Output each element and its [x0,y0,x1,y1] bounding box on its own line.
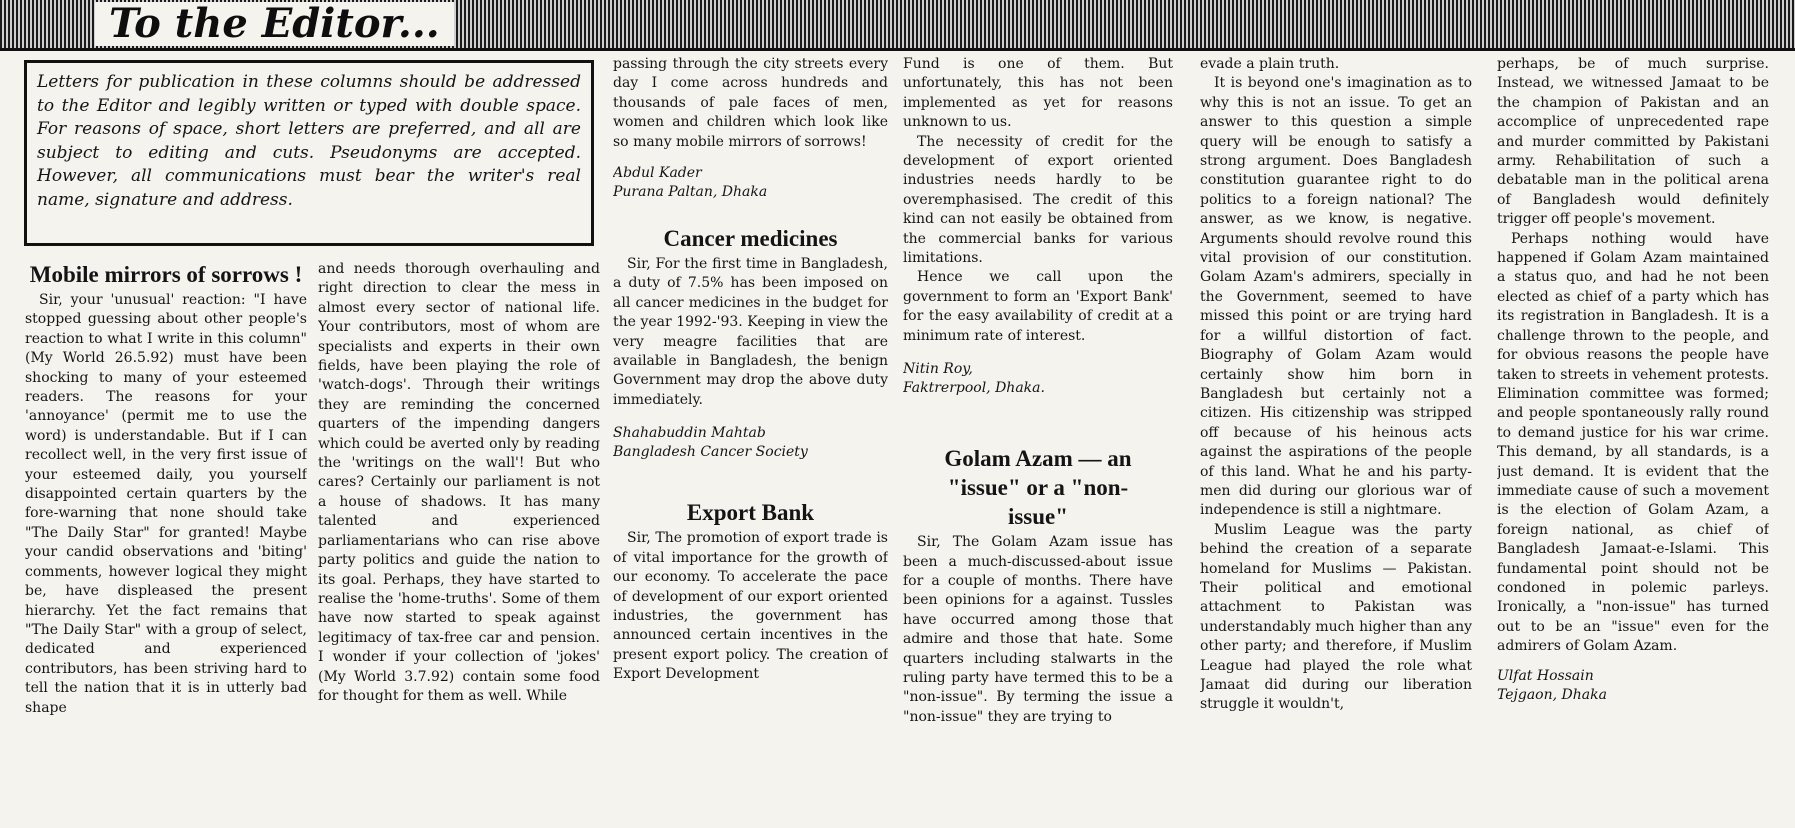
letter-body: The necessity of credit for the development of export oriented industries needs hardly to be overemphasised. The credit of this kind can not easily be obtained from the commercial banks for various limitations. [903,133,1173,267]
signature-place: Purana Paltan, Dhaka [613,184,768,201]
letter-body: Hence we call upon the government to form an 'Export Bank' for the easy availability of credit at a minimum rate of interest. [903,269,1173,344]
letter-title-golam-azam: Golam Azam — an "issue" or a "non-issue" [944,446,1132,530]
column-4 [903,55,1173,822]
column-1 [25,260,307,822]
letter-body: Perhaps nothing would have happened if Golam Azam maintained a status quo, and had he not been elected as chief of a party which has its registration in Bangladesh. It is a challenge thrown to the people, and for obvious reasons the people have taken to streets in vehement protests. Elimination committee was formed; and people spontaneously rally round to demand justice for his war crime. This demand, by all standards, is a just demand. It is evident that the immediate cause of such a movement is the election of Golam Azam, a foreign national, as chief of Bangladesh Jamaat-e-Islami. This fundamental point should not be condoned in polemic parleys. Ironically, a "non-issue" has turned out to be an "issue" even for the admirers of Golam Azam. [1497,230,1769,655]
letter-body: Sir, For the first time in Bangladesh, a duty of 7.5% has been imposed on all cancer medicines in the budget for the year 1992-'93. Keeping in view the very meagre facilities that are available in Bangladesh, the benign Government may drop the above duty immediately. [613,256,888,408]
letter-title-export-bank: Export Bank [686,500,815,526]
section-title: To the Editor... [95,2,454,46]
signature-name: Abdul Kader [613,165,702,182]
letter-body: Sir, your 'unusual' reaction: "I have stopped guessing about other people's reaction to what I write in this column" (My World 26.5.92) must have been shocking to many of your esteemed readers. The reasons for your 'annoyance' (permit me to use the word) is understandable. But if I can recollect well, in the very first issue of your esteemed daily, you yourself disappointed certain quarters by the fore-warning that none should take "The Daily Star" for granted! Maybe your candid observations and 'biting' comments, however logical they might be, have displeased the present hierarchy. Yet the fact remains that "The Daily Star" with a group of select, dedicated and experienced contributors, has been striving hard to tell the nation that it is in utterly bad shape [25,292,307,716]
signature-name: Shahabuddin Mahtab [613,425,766,442]
column-2 [318,60,600,822]
section-header-band [0,0,1795,48]
signature-place: Faktrerpool, Dhaka. [903,380,1045,397]
letter-body: Muslim League was the party behind the creation of a separate homeland for Muslims — Pakistan. Their political and emotional attachment to Pakistan was understandably much higher than any other party; and therefore, if Muslim League had played the role what Jamaat did during our liberation struggle it wouldn't, [1200,521,1472,713]
column-3 [613,55,888,822]
letter-title-mobile-mirrors: Mobile mirrors of sorrows ! [29,262,303,287]
letter-body: Sir, The promotion of export trade is of vital importance for the growth of our economy. To accelerate the pace of development of our export oriented industries, the government has announced certain incentives in the present export policy. The creation of Export Development [613,530,888,683]
letter-body: evade a plain truth. [1200,56,1340,72]
editor-notice-box: Letters for publication in these columns should be addressed to the Editor and legibly written or typed with double space. For reasons of space, short letters are preferred, and all are subject to editing and cuts. Pseudonyms are accepted. However, all communications must bear the writer's real name, signature and address. [24,60,594,246]
column-6 [1497,55,1769,822]
letter-body: It is beyond one's imagination as to why this is not an issue. To get an answer to this question a simple query will be enough to satisfy a strong argument. Does Bangladesh constitution guarantee right to do politics to a foreign national? The answer, as we know, is negative. Arguments should revolve round this vital provision of our constitution. Golam Azam's admirers, specially in the Government, seemed to have missed this point or are trying hard for a willful distortion of fact. Biography of Golam Azam would certainly show him born in Bangladesh but certainly not a citizen. His citizenship was stripped off because of his heinous acts against the aspirations of the people of this land. What he and his party-men did during our glorious war of independence is still a nightmare. [1200,75,1472,519]
letter-body: Fund is one of them. But unfortunately, this has not been implemented as yet for reasons unknown to us. [903,56,1173,131]
header-rule [0,48,1795,51]
signature-place: Bangladesh Cancer Society [613,444,808,461]
letter-title-cancer-medicines: Cancer medicines [663,226,838,252]
letter-body: perhaps, be of much surprise. Instead, we witnessed Jamaat to be the champion of Pakistan and an accomplice of unprecedented rape and murder committed by Pakistani army. Rehabilitation of such a debatable man in the political arena of Bangladesh would definitely trigger off people's movement. [1497,56,1769,228]
letter-body: Sir, The Golam Azam issue has been a much-discussed-about issue for a couple of months. There have been opinions for a against. Tussles have occurred among those that admire and those that hate. Some quarters including stalwarts in the ruling party have termed this to be a "non-issue". By terming the issue a "non-issue" they are trying to [903,534,1173,725]
letter-body: passing through the city streets every day I come across hundreds and thousands of pale faces of men, women and children which look like so many mobile mirrors of sorrows! [613,56,888,150]
letter-body: and needs thorough overhauling and right direction to clear the mess in almost every sector of national life. Your contributors, most of whom are specialists and experts in their own fields, have been playing the role of 'watch-dogs'. Through their writings they are reminding the concerned quarters of the impending dangers which could be averted only by reading the 'writings on the wall'! But who cares? Certainly our parliament is not a house of shadows. It has many talented and experienced parliamentarians who can rise above party politics and guide the nation to its goal. Perhaps, they have started to realise the 'home-truths'. Some of them have now started to speak against legitimacy of tax-free car and pension. I wonder if your collection of 'jokes' (My World 3.7.92) contain some food for thought for them as well. While [318,261,600,704]
signature-name: Nitin Roy, [903,361,973,378]
signature-name: Ulfat Hossain [1497,667,1594,684]
column-5 [1200,55,1472,822]
signature-place: Tejgaon, Dhaka [1497,686,1607,703]
